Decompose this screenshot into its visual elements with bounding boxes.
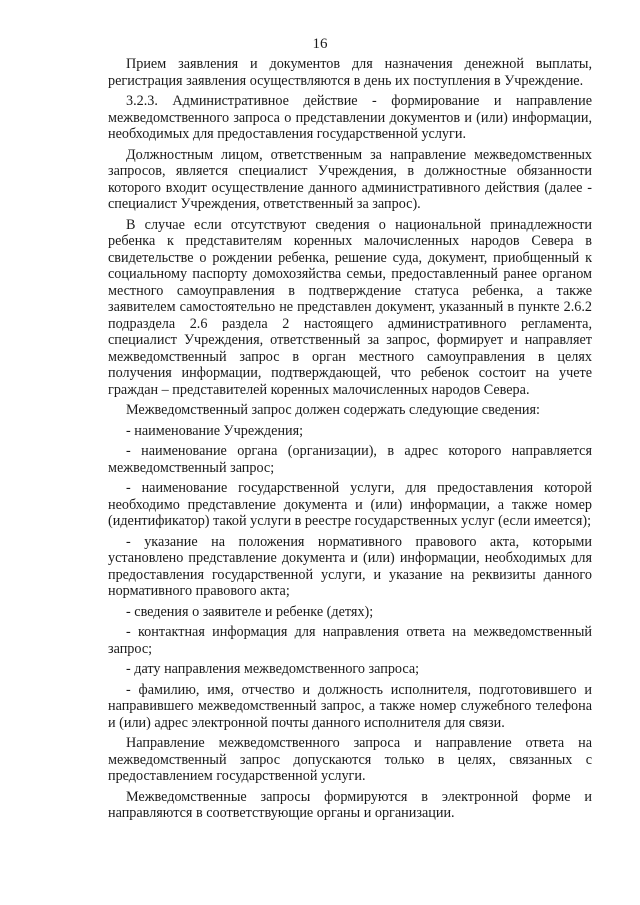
- paragraph: Должностным лицом, ответственным за направление межведомственных запросов, является специалист Учреждения, в должностные обязанности которого входит осуществление данного административного действия (далее - специалист Учреждения, ответственный за запрос).: [108, 146, 592, 212]
- paragraph: Межведомственный запрос должен содержать следующие сведения:: [126, 402, 540, 418]
- document-body: [108, 56, 592, 826]
- paragraph: В случае если отсутствуют сведения о национальной принадлежности ребенка к представителям коренных малочисленных народов Севера в свидетельстве о рождении ребенка, решение суда, документ, приобщенный к социальному паспорту домохозяйства семьи, предоставленный ранее органом местного самоуправления в подтверждение статуса ребенка, а также заявителем самостоятельно не представлен документ, указанный в пункте 2.6.2 подраздела 2.6 раздела 2 настоящего административного регламента, специалист Учреждения, ответственный за запрос, формирует и направляет межведомственный запрос в орган местного самоуправления в целях получения информации, подтверждающей, что ребенок состоит на учете граждан – представителей коренных малочисленных народов Севера.: [108, 216, 592, 398]
- paragraph: 3.2.3. Административное действие - формирование и направление межведомственного запроса о представлении документов и (или) информации, необходимых для предоставления государственной услуги.: [108, 93, 592, 142]
- paragraph: Межведомственные запросы формируются в электронной форме и направляются в соответствующие органы и организации.: [108, 788, 592, 821]
- paragraph: - наименование органа (организации), в адрес которого направляется межведомственный запрос;: [108, 443, 592, 476]
- paragraph: Направление межведомственного запроса и направление ответа на межведомственный запрос допускаются только в целях, связанных с предоставлением государственной услуги.: [108, 735, 592, 784]
- paragraph: - контактная информация для направления ответа на межведомственный запрос;: [108, 624, 592, 657]
- paragraph: - дату направления межведомственного запроса;: [126, 661, 420, 677]
- paragraph: Прием заявления и документов для назначения денежной выплаты, регистрация заявления осуществляются в день их поступления в Учреждение.: [108, 56, 592, 89]
- paragraph: - наименование Учреждения;: [126, 422, 304, 439]
- paragraph: - указание на положения нормативного правового акта, которыми установлено представление документа и (или) информации, необходимых для предоставления государственной услуги, и указание на реквизиты данного нормативного правового акта;: [108, 533, 592, 599]
- paragraph: - сведения о заявителе и ребенке (детях);: [126, 603, 374, 620]
- paragraph: - наименование государственной услуги, для предоставления которой необходимо представление документа и (или) информации, а также номер (идентификатор) такой услуги в реестре государственных услуг (если имеется);: [108, 480, 592, 529]
- paragraph: - фамилию, имя, отчество и должность исполнителя, подготовившего и направившего межведомственный запрос, а также номер служебного телефона и (или) адрес электронной почты данного исполнителя для связи.: [108, 681, 592, 731]
- page-number: 16: [312, 36, 328, 52]
